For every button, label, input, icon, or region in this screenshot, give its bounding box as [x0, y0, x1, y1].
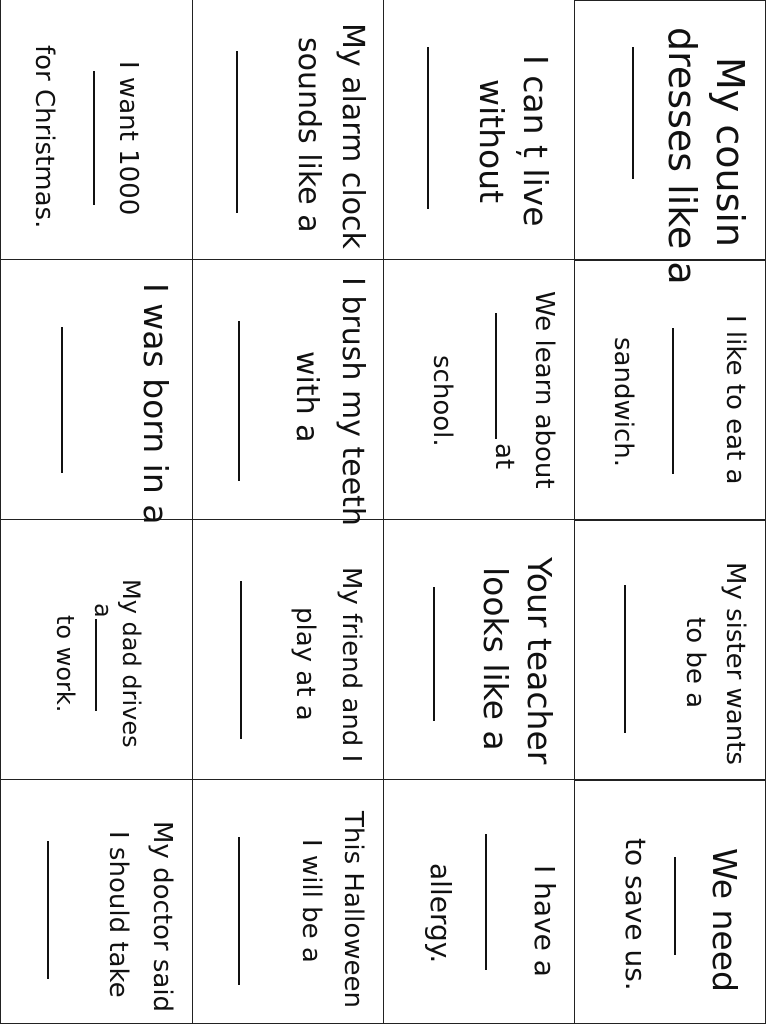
card-line: I brush my teeth	[335, 276, 370, 526]
card-line: to save us.	[619, 838, 652, 991]
card-my-friend-and-i	[193, 520, 384, 780]
card-line: to be a	[680, 617, 710, 709]
answer-blank	[95, 619, 97, 711]
card-i-brush-my-teeth	[193, 260, 384, 526]
card-line: My sister wants	[720, 562, 750, 765]
card-i-have-a	[384, 780, 575, 1024]
answer-blank	[485, 834, 487, 970]
card-line: I will be a	[296, 838, 326, 963]
card-line: I want 1000	[112, 60, 143, 215]
card-we-learn-about	[384, 260, 575, 520]
card-line: play at a	[290, 606, 320, 721]
card-line: with a	[289, 350, 324, 443]
card-line: Your teacher	[520, 556, 559, 764]
answer-blank	[674, 857, 676, 955]
card-we-need	[575, 780, 766, 1024]
card-line: My cousin	[708, 57, 752, 248]
card-line: We learn about	[529, 290, 559, 489]
card-i-was-born-in-a	[0, 260, 193, 524]
card-my-cousin	[575, 0, 766, 285]
card-line: looks like a	[476, 566, 515, 751]
card-line: a	[88, 602, 117, 618]
card-line: allergy.	[424, 862, 457, 963]
card-line: This Halloween	[338, 810, 368, 1008]
answer-blank	[61, 327, 63, 473]
card-my-sister-wants	[575, 520, 766, 780]
card-line: I was born in a	[135, 282, 175, 524]
answer-blank	[240, 581, 242, 739]
card-this-halloween	[193, 780, 384, 1024]
card-line: sandwich.	[608, 337, 638, 467]
answer-blank	[495, 313, 497, 439]
answer-blank	[238, 321, 240, 481]
card-line: for Christmas.	[28, 44, 59, 228]
card-line: I should take	[102, 830, 133, 998]
answer-blank	[433, 587, 435, 721]
answer-blank	[93, 71, 95, 205]
answer-blank	[632, 47, 634, 179]
answer-blank	[427, 47, 429, 209]
answer-blank	[47, 841, 49, 979]
card-line: My doctor said	[146, 820, 177, 1012]
card-i-want-1000	[0, 0, 193, 260]
card-line: at	[489, 442, 519, 469]
card-my-doctor-said	[0, 780, 193, 1024]
answer-blank	[624, 585, 626, 733]
card-line: dresses like a	[660, 27, 704, 285]
card-line: My alarm clock	[335, 22, 370, 249]
answer-blank	[238, 837, 240, 985]
card-i-cant-live-without	[384, 0, 575, 260]
card-line: school.	[427, 354, 457, 447]
card-line: to work.	[50, 614, 79, 712]
card-line: My friend and I	[336, 566, 366, 762]
answer-blank	[672, 328, 674, 474]
card-line: We need	[705, 848, 744, 992]
card-line: I like to eat a	[720, 315, 750, 485]
card-line: sounds like a	[291, 36, 326, 233]
answer-blank	[236, 51, 238, 213]
card-your-teacher	[384, 520, 575, 780]
card-line: without	[472, 78, 511, 203]
card-line: I have a	[528, 864, 561, 977]
card-i-like-to-eat	[575, 260, 766, 520]
card-my-dad-drives	[0, 520, 193, 780]
card-line: I can ț live	[516, 54, 555, 227]
card-line: My dad drives	[116, 578, 145, 748]
card-my-alarm-clock	[193, 0, 384, 260]
